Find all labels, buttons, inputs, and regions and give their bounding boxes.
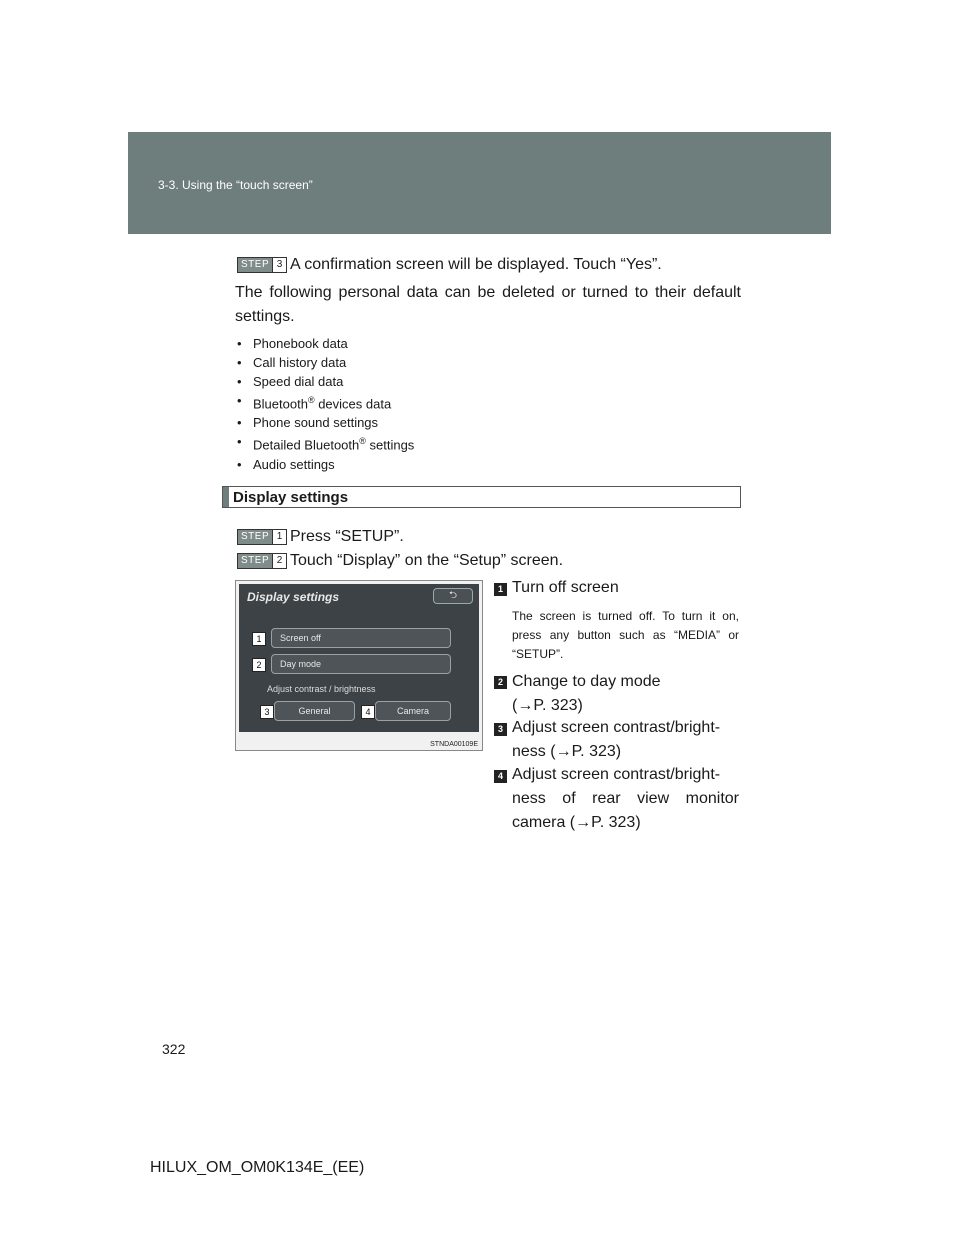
step-number: 1 — [272, 530, 286, 544]
item-3-title: Adjust screen contrast/bright- ness (→P. 323) — [512, 719, 721, 760]
day-mode-button[interactable]: Day mode — [271, 654, 451, 674]
intro-paragraph: The following personal data can be deleted or turned to their default settings. — [235, 284, 741, 325]
item-4-title: Adjust screen contrast/bright- ness of rear view monitor camera (→P. 323) — [512, 766, 739, 831]
list-item: • Bluetooth® devices data — [235, 391, 414, 413]
step-2-text: Touch “Display” on the “Setup” screen. — [290, 552, 564, 569]
adjust-label: Adjust contrast / brightness — [267, 684, 376, 694]
step-2-badge — [237, 553, 287, 569]
display-settings-screenshot — [235, 580, 483, 751]
figure-code: STNDA00109E — [430, 741, 478, 748]
list-item: • Phonebook data — [235, 334, 414, 353]
camera-button[interactable]: Camera — [375, 701, 451, 721]
list-item: • Speed dial data — [235, 372, 414, 391]
item-4-number: 4 — [494, 770, 507, 783]
page-number: 322 — [162, 1041, 186, 1057]
step-3-text: A confirmation screen will be displayed. Touch “Yes”. — [290, 256, 662, 273]
step-label: STEP — [241, 555, 270, 566]
footer-document-code: HILUX_OM_OM0K134E_(EE) — [150, 1159, 365, 1176]
step-number: 3 — [272, 258, 286, 272]
callout-2: 2 — [252, 658, 266, 672]
section-title: Display settings — [233, 489, 349, 506]
item-3-number: 3 — [494, 723, 507, 736]
item-1-number: 1 — [494, 583, 507, 596]
step-1-badge — [237, 529, 287, 545]
step-label: STEP — [241, 531, 270, 542]
screen-title: Display settings — [247, 590, 340, 604]
step-label: STEP — [241, 259, 270, 270]
back-button[interactable]: ⮌ — [433, 588, 473, 604]
screen-off-button[interactable]: Screen off — [271, 628, 451, 648]
section-header-display-settings — [222, 486, 741, 508]
item-2-title: Change to day mode (→P. 323) — [512, 673, 661, 714]
list-item: • Detailed Bluetooth® settings — [235, 432, 414, 454]
callout-1: 1 — [252, 632, 266, 646]
step-number: 2 — [272, 554, 286, 568]
touch-screen — [239, 584, 479, 732]
step-1-text: Press “SETUP”. — [290, 528, 404, 545]
item-1-description: The screen is turned off. To turn it on, press any button such as “MEDIA” or “SETUP”. — [512, 609, 739, 661]
list-item: • Phone sound settings — [235, 413, 414, 432]
general-button[interactable]: General — [274, 701, 355, 721]
callout-4: 4 — [361, 705, 375, 719]
step-3-badge — [237, 257, 287, 273]
list-item: • Call history data — [235, 353, 414, 372]
callout-3: 3 — [260, 705, 274, 719]
item-1-title: Turn off screen — [512, 579, 619, 596]
header-bar — [128, 132, 831, 234]
section-breadcrumb: 3-3. Using the “touch screen” — [158, 178, 313, 192]
section-accent — [223, 487, 229, 507]
item-2-number: 2 — [494, 676, 507, 689]
personal-data-list — [235, 334, 414, 474]
list-item: • Audio settings — [235, 455, 414, 474]
